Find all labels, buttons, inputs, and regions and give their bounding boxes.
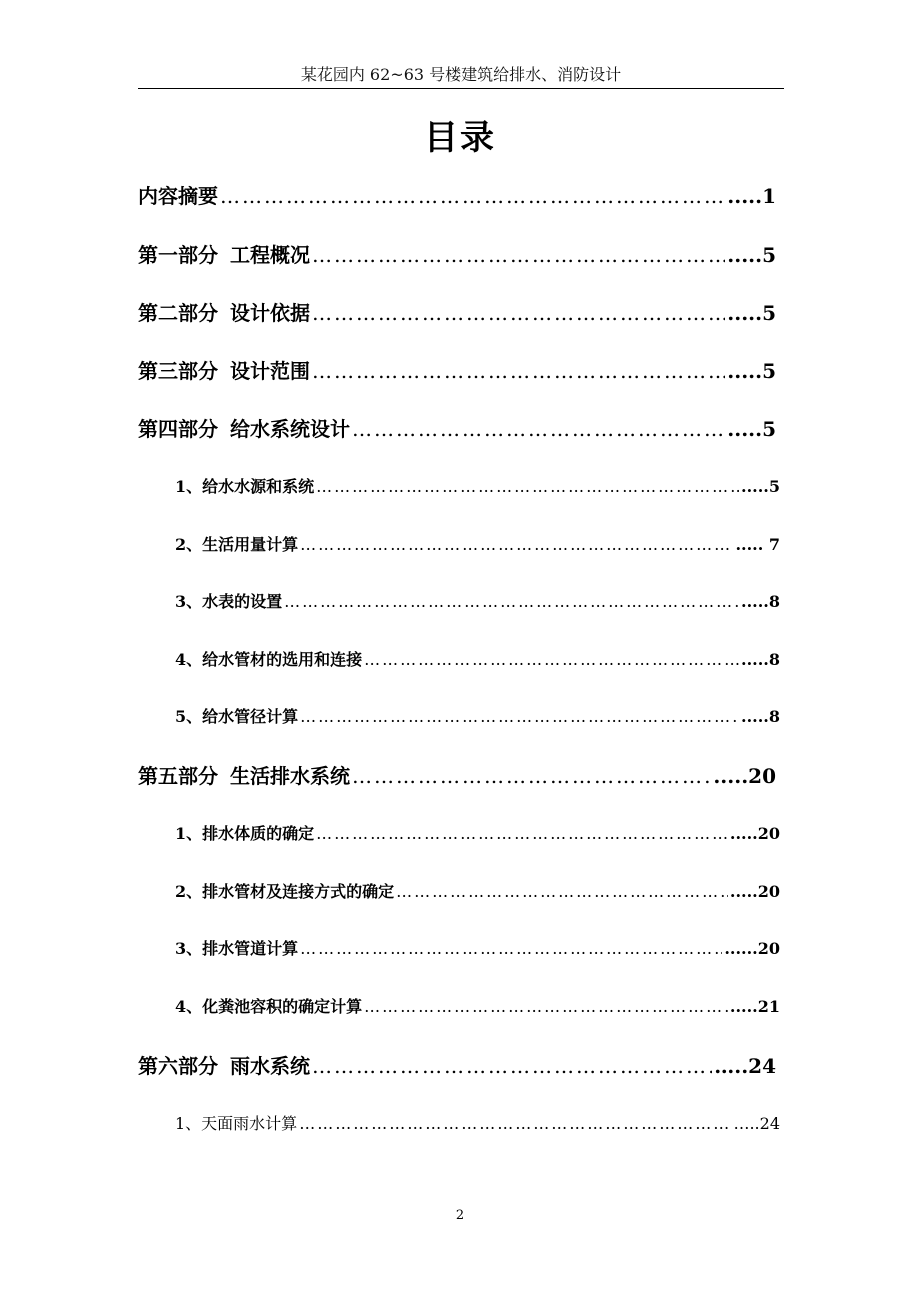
toc-leader xyxy=(396,882,728,901)
toc-entry-label: 3、水表的设置 xyxy=(175,592,283,611)
toc-leader xyxy=(364,650,739,669)
toc-page-number: .....21 xyxy=(729,997,780,1016)
toc-entry-label: 第二部分 设计依据 xyxy=(138,301,310,325)
toc-entry-label: 内容摘要 xyxy=(138,184,218,208)
toc-leader xyxy=(300,707,739,726)
toc-entry-label: 第五部分 生活排水系统 xyxy=(138,764,350,788)
toc-entry-label: 第六部分 雨水系统 xyxy=(138,1054,310,1078)
toc-entry-part5[interactable] xyxy=(138,760,776,789)
toc-subentry[interactable] xyxy=(175,647,780,670)
toc-page-number: .....8 xyxy=(741,650,780,669)
toc-subentry[interactable] xyxy=(175,994,780,1017)
toc-entry-label: 1、天面雨水计算 xyxy=(175,1114,298,1133)
toc-entry-summary[interactable] xyxy=(138,180,776,209)
toc-subentry[interactable] xyxy=(175,532,780,555)
toc-entry-part1[interactable] xyxy=(138,239,776,268)
toc-entry-label: 4、给水管材的选用和连接 xyxy=(175,650,363,669)
toc-page-number: .....5 xyxy=(727,243,776,267)
toc-subentry[interactable] xyxy=(175,704,780,727)
toc-leader xyxy=(312,243,725,267)
toc-page-number: .....20 xyxy=(729,824,780,843)
page-title: 目录 xyxy=(424,118,496,158)
toc-entry-label: 2、排水管材及连接方式的确定 xyxy=(175,882,395,901)
toc-entry-label: 1、给水水源和系统 xyxy=(175,477,315,496)
toc-page-number: .....20 xyxy=(729,882,780,901)
toc-leader xyxy=(284,592,739,611)
toc-leader xyxy=(220,184,725,208)
toc-entry-label: 3、排水管道计算 xyxy=(175,939,299,958)
toc-page-number: ..... 7 xyxy=(735,535,780,554)
toc-subentry[interactable] xyxy=(175,474,780,497)
toc-leader xyxy=(300,535,733,554)
running-header: 某花园内 62~63 号楼建筑给排水、消防设计 xyxy=(300,65,622,84)
toc-leader xyxy=(316,477,739,496)
toc-leader xyxy=(352,764,711,788)
toc-entry-part2[interactable] xyxy=(138,297,776,326)
toc-page-number: .....5 xyxy=(727,359,776,383)
toc-page-number: .....1 xyxy=(727,184,776,208)
toc-subentry[interactable] xyxy=(175,936,780,959)
toc-leader xyxy=(316,824,728,843)
toc-entry-label: 第一部分 工程概况 xyxy=(138,243,310,267)
toc-entry-label: 1、排水体质的确定 xyxy=(175,824,315,843)
toc-page-number: .....8 xyxy=(741,707,780,726)
toc-page-number: …..24 xyxy=(733,1114,780,1133)
toc-leader xyxy=(300,939,722,958)
toc-subentry[interactable] xyxy=(175,1111,780,1134)
toc-entry-label: 5、给水管径计算 xyxy=(175,707,299,726)
toc-entry-label: 第四部分 给水系统设计 xyxy=(138,417,350,441)
toc-subentry[interactable] xyxy=(175,589,780,612)
toc-leader xyxy=(312,359,725,383)
toc-subentry[interactable] xyxy=(175,821,780,844)
toc-subentry[interactable] xyxy=(175,879,780,902)
toc-page-number: ......20 xyxy=(724,939,780,958)
toc-leader xyxy=(312,301,725,325)
toc-page-number: …..24 xyxy=(714,1054,776,1078)
toc-entry-part3[interactable] xyxy=(138,355,776,384)
toc-entry-label: 第三部分 设计范围 xyxy=(138,359,310,383)
toc-leader xyxy=(352,417,725,441)
toc-page-number: .....5 xyxy=(727,417,776,441)
toc-entry-label: 4、化粪池容积的确定计算 xyxy=(175,997,363,1016)
toc-entry-part6[interactable] xyxy=(138,1050,776,1079)
toc-leader xyxy=(364,997,728,1016)
toc-entry-part4[interactable] xyxy=(138,413,776,442)
page-number: 2 xyxy=(455,1208,465,1223)
toc-page-number: .....5 xyxy=(727,301,776,325)
toc-page-number: .....8 xyxy=(741,592,780,611)
toc-entry-label: 2、生活用量计算 xyxy=(175,535,299,554)
toc-page-number: .....5 xyxy=(741,477,780,496)
toc-leader xyxy=(312,1054,712,1078)
toc-page-number: .....20 xyxy=(713,764,776,788)
toc-leader xyxy=(299,1114,731,1133)
